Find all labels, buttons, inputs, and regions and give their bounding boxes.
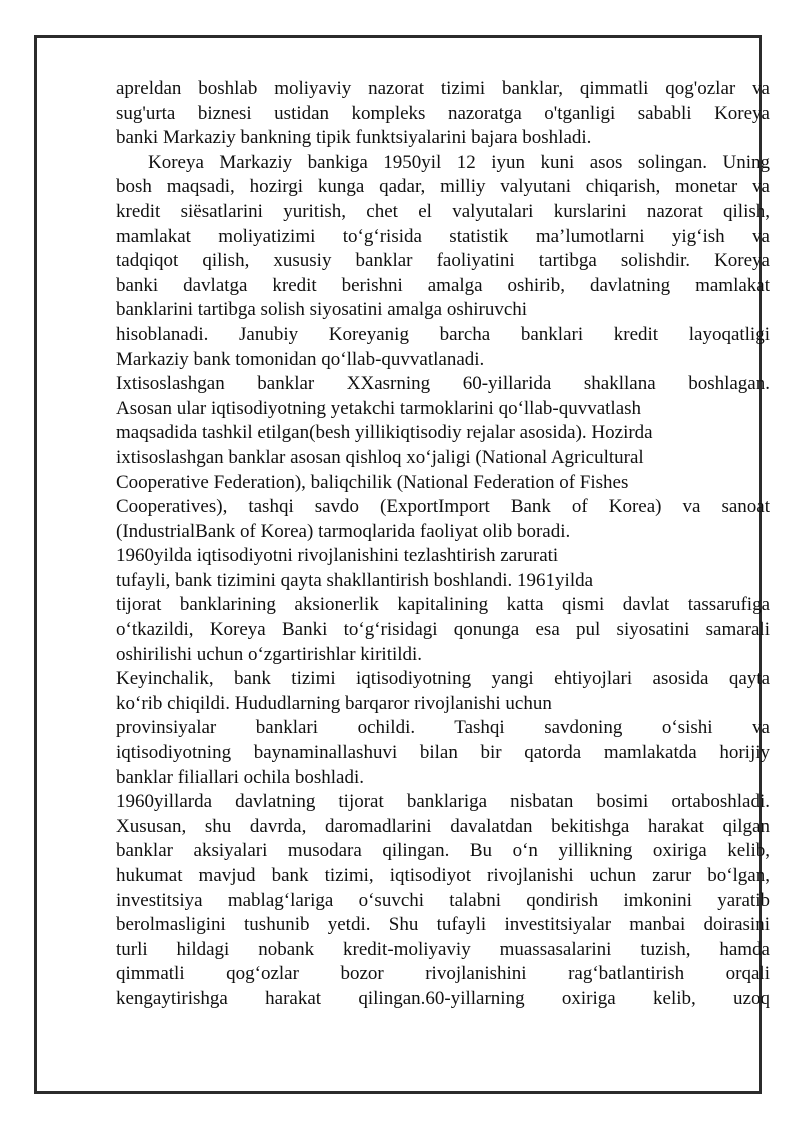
text-line: sug'urta biznesi ustidan kompleks nazoratga o'tganligi sababli Koreya <box>116 102 770 124</box>
text-line: Cooperative Federation), baliqchilik (National Federation of Fishes <box>116 471 629 493</box>
text-line: Ixtisoslashgan banklar XXasrning 60-yillarida shakllana boshlagan. <box>116 373 770 395</box>
text-line: Cooperatives), tashqi savdo (ExportImport Bank of Korea) va sanoat <box>116 496 770 518</box>
text-line: 1960yillarda davlatning tijorat banklariga nisbatan bosimi ortaboshladi. <box>116 791 770 813</box>
text-line: provinsiyalar banklari ochildi. Tashqi savdoning o‘sishi va <box>116 717 770 739</box>
text-line: tufayli, bank tizimini qayta shakllantirish boshlandi. 1961yilda <box>116 569 594 591</box>
text-line: bosh maqsadi, hozirgi kunga qadar, milliy valyutani chiqarish, monetar va <box>116 176 770 198</box>
text-line: tadqiqot qilish, xususiy banklar faoliyatini tartibga solishdir. Koreya <box>116 250 770 272</box>
text-line: turli hildagi nobank kredit-moliyaviy muassasalarini tuzish, hamda <box>116 938 770 960</box>
text-line: Xususan, shu davrda, daromadlarini davalatdan bekitishga harakat qilgan <box>116 815 770 837</box>
text-line: mamlakat moliyatizimi to‘g‘risida statistik ma’lumotlarni yig‘ish va <box>116 225 770 247</box>
text-line: banklar filiallari ochila boshladi. <box>116 766 364 788</box>
text-line: ixtisoslashgan banklar asosan qishloq xo‘jaligi (National Agricultural <box>116 446 644 468</box>
text-line: banki davlatga kredit berishni amalga oshirib, davlatning mamlakat <box>116 274 770 296</box>
text-line: (IndustrialBank of Korea) tarmoqlarida faoliyat olib boradi. <box>116 520 571 542</box>
text-line: 1960yilda iqtisodiyotni rivojlanishini tezlashtirish zarurati <box>116 545 559 567</box>
text-line: Asosan ular iqtisodiyotning yetakchi tarmoklarini qo‘llab-quvvatlash <box>116 397 642 419</box>
text-line: qimmatli qog‘ozlar bozor rivojlanishini rag‘batlantirish orqali <box>116 963 770 985</box>
text-line: Markaziy bank tomonidan qo‘llab-quvvatlanadi. <box>116 348 485 370</box>
text-line: apreldan boshlab moliyaviy nazorat tizimi banklar, qimmatli qog'ozlar va <box>116 78 770 99</box>
text-line: kengaytirishga harakat qilingan.60-yillarning oxiriga kelib, uzoq <box>116 987 770 1009</box>
text-line: kredit siësatlarini yuritish, chet el valyutalari kurslarini nazorat qilish, <box>116 200 770 222</box>
text-line: investitsiya mablag‘lariga o‘suvchi talabni qondirish imkonini yaratib <box>116 889 770 911</box>
text-line: tijorat banklarining aksionerlik kapitalining katta qismi davlat tassarufiga <box>116 594 770 616</box>
text-line: Keyinchalik, bank tizimi iqtisodiyotning yangi ehtiyojlari asosida qayta <box>116 668 770 690</box>
text-line: Koreya Markaziy bankiga 1950yil 12 iyun kuni asos solingan. Uning <box>148 151 770 173</box>
text-line: banklar aksiyalari musodara qilingan. Bu o‘n yillikning oxiriga kelib, <box>116 840 770 862</box>
document-body <box>116 77 770 1012</box>
text-line: banki Markaziy bankning tipik funktsiyalarini bajara boshladi. <box>116 127 592 149</box>
text-line: iqtisodiyotning baynaminallashuvi bilan bir qatorda mamlakatda horijiy <box>116 742 770 764</box>
text-line: oshirilishi uchun o‘zgartirishlar kiritildi. <box>116 643 423 665</box>
text-line: o‘tkazildi, Koreya Banki to‘g‘risidagi qonunga esa pul siyosatini samarali <box>116 619 770 641</box>
text-line: maqsadida tashkil etilgan(besh yillikiqtisodiy rejalar asosida). Hozirda <box>116 422 653 444</box>
text-line: ko‘rib chiqildi. Hududlarning barqaror rivojlanishi uchun <box>116 692 552 714</box>
text-line: berolmasligini tushunib yetdi. Shu tufayli investitsiyalar manbai doirasini <box>116 914 770 936</box>
text-line: hisoblanadi. Janubiy Koreyanig barcha banklari kredit layoqatligi <box>116 323 770 345</box>
text-line: hukumat mavjud bank tizimi, iqtisodiyot rivojlanishi uchun zarur bo‘lgan, <box>116 865 770 886</box>
text-line: banklarini tartibga solish siyosatini amalga oshiruvchi <box>116 299 528 321</box>
